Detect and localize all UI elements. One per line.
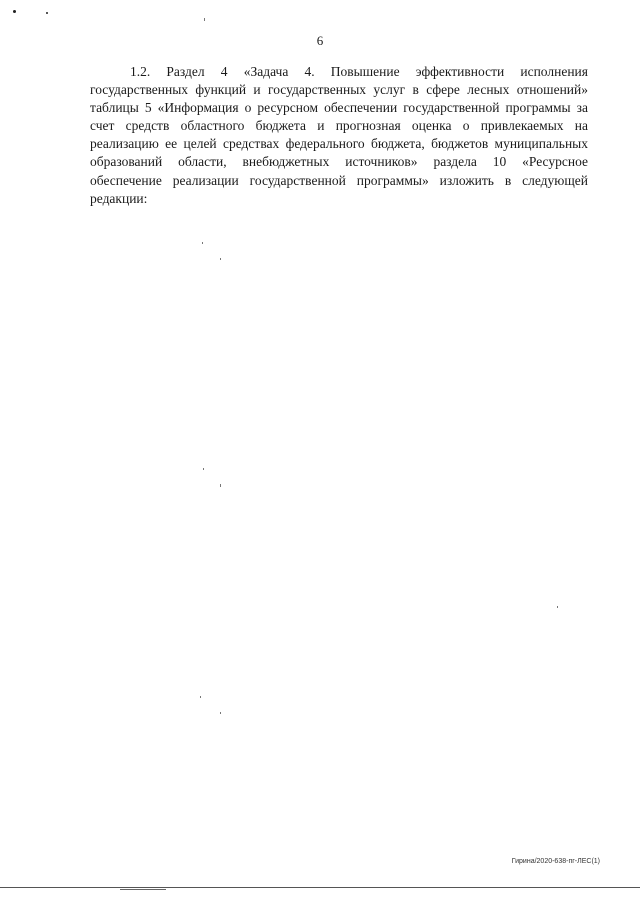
- page-number: 6: [316, 33, 324, 48]
- scan-artifact-speck: [204, 18, 205, 21]
- footer-document-code: Гирина/2020-638-пг-ЛЕС(1): [511, 858, 600, 865]
- scan-artifact-dot: [46, 12, 48, 14]
- body-paragraph: 1.2. Раздел 4 «Задача 4. Повышение эффективности исполнения государственных функций и государственных услуг в сфере лесных отношений» таблицы 5 «Информация о ресурсном обеспечении государственной программы за счет средств областного бюджета и прогнозная оценка о привлекаемых на реализацию ее целей средствах федерального бюджета, бюджетов муниципальных образований области, внебюджетных источников» раздела 10 «Ресурсное обеспечение реализации государственной программы» изложить в следующей редакции:: [90, 64, 588, 206]
- scan-artifact-line: [120, 889, 166, 890]
- scan-artifact-speck: [200, 696, 201, 698]
- scan-artifact-speck: [220, 712, 221, 714]
- scan-artifact-dot: [13, 10, 16, 13]
- scan-artifact-speck: [220, 484, 221, 487]
- scan-artifact-speck: [557, 606, 558, 608]
- scan-artifact-speck: [202, 242, 203, 244]
- page-bottom-edge: [0, 887, 640, 888]
- scan-artifact-speck: [220, 258, 221, 260]
- scan-artifact-speck: [203, 468, 204, 470]
